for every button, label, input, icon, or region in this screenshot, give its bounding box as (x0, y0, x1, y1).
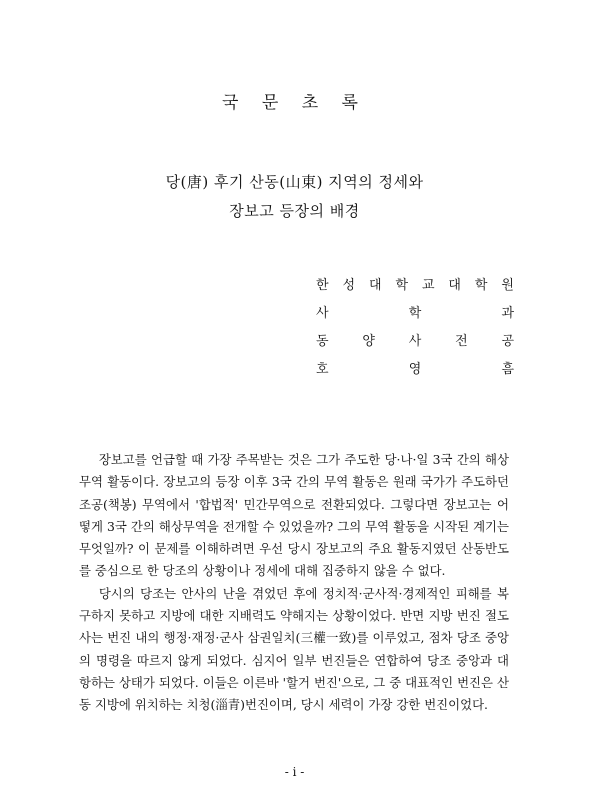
author-char: 학 (395, 278, 409, 293)
author-block (316, 272, 514, 384)
author-char: 영 (408, 362, 422, 377)
page-heading: 국 문 초 록 (222, 93, 367, 113)
author-char: 전 (455, 334, 468, 349)
abstract-paragraph-2: 당시의 당조는 안사의 난을 겪었던 후에 정치적·군사적·경제적인 피해를 복구하지 못하고 지방에 대한 지배력도 약해지는 상황이었다. 반면 지방 번진 절도사는 번진 내의 행정·재정·군사 삼권일치(三權一致)를 이루었고, 점차 당조 중앙의 명령을 따르지 않게 되었다. 심지어 일부 번진들은 연합하여 당조 중앙과 대항하는 상태가 되었다. 이들은 이른바 '할거 번진'으로, 그 중 대표적인 번진은 산동 지방에 위치하는 치청(淄青)번진이며, 당시 세력이 가장 강한 번진이었다. (79, 585, 509, 713)
abstract-paragraph-1: 장보고를 언급할 때 가장 주목받는 것은 그가 주도한 당·나·일 3국 간의 해상무역 활동이다. 장보고의 등장 이후 3국 간의 무역 활동은 원래 국가가 주도하던 조공(책봉) 무역에서 '합법적' 민간무역으로 전환되었다. 그렇다면 장보고는 어떻게 3국 간의 해상무역을 전개할 수 있었을까? 그의 무역 활동을 시작된 계기는 무엇일까? 이 문제를 이해하려면 우선 당시 장보고의 주요 활동지였던 산동반도를 중심으로 한 당조의 상황이나 정세에 대해 집중하지 않을 수 없다. (79, 452, 509, 579)
author-char: 과 (501, 306, 514, 321)
author-char: 흠 (501, 362, 514, 377)
author-row (316, 272, 514, 300)
author-char: 한 (316, 278, 329, 293)
page-number: - i - (284, 765, 305, 779)
author-char: 호 (316, 362, 329, 377)
author-char: 양 (362, 334, 375, 349)
author-row (316, 356, 514, 384)
author-char: 대 (448, 278, 461, 293)
author-char: 성 (342, 278, 356, 293)
author-row (316, 328, 514, 356)
author-char: 사 (316, 306, 329, 321)
author-char: 교 (421, 278, 435, 293)
thesis-title-line-2: 장보고 등장의 배경 (229, 202, 360, 220)
author-char: 동 (316, 334, 329, 349)
author-char: 공 (501, 334, 514, 349)
author-char: 사 (408, 334, 422, 349)
author-char: 대 (368, 278, 382, 293)
author-char: 학 (474, 278, 488, 293)
abstract-body (79, 449, 509, 717)
author-char: 학 (408, 306, 422, 321)
author-row (316, 300, 514, 328)
author-char: 원 (501, 278, 514, 293)
thesis-title-line-1: 당(唐) 후기 산동(山東) 지역의 정세와 (165, 173, 424, 191)
